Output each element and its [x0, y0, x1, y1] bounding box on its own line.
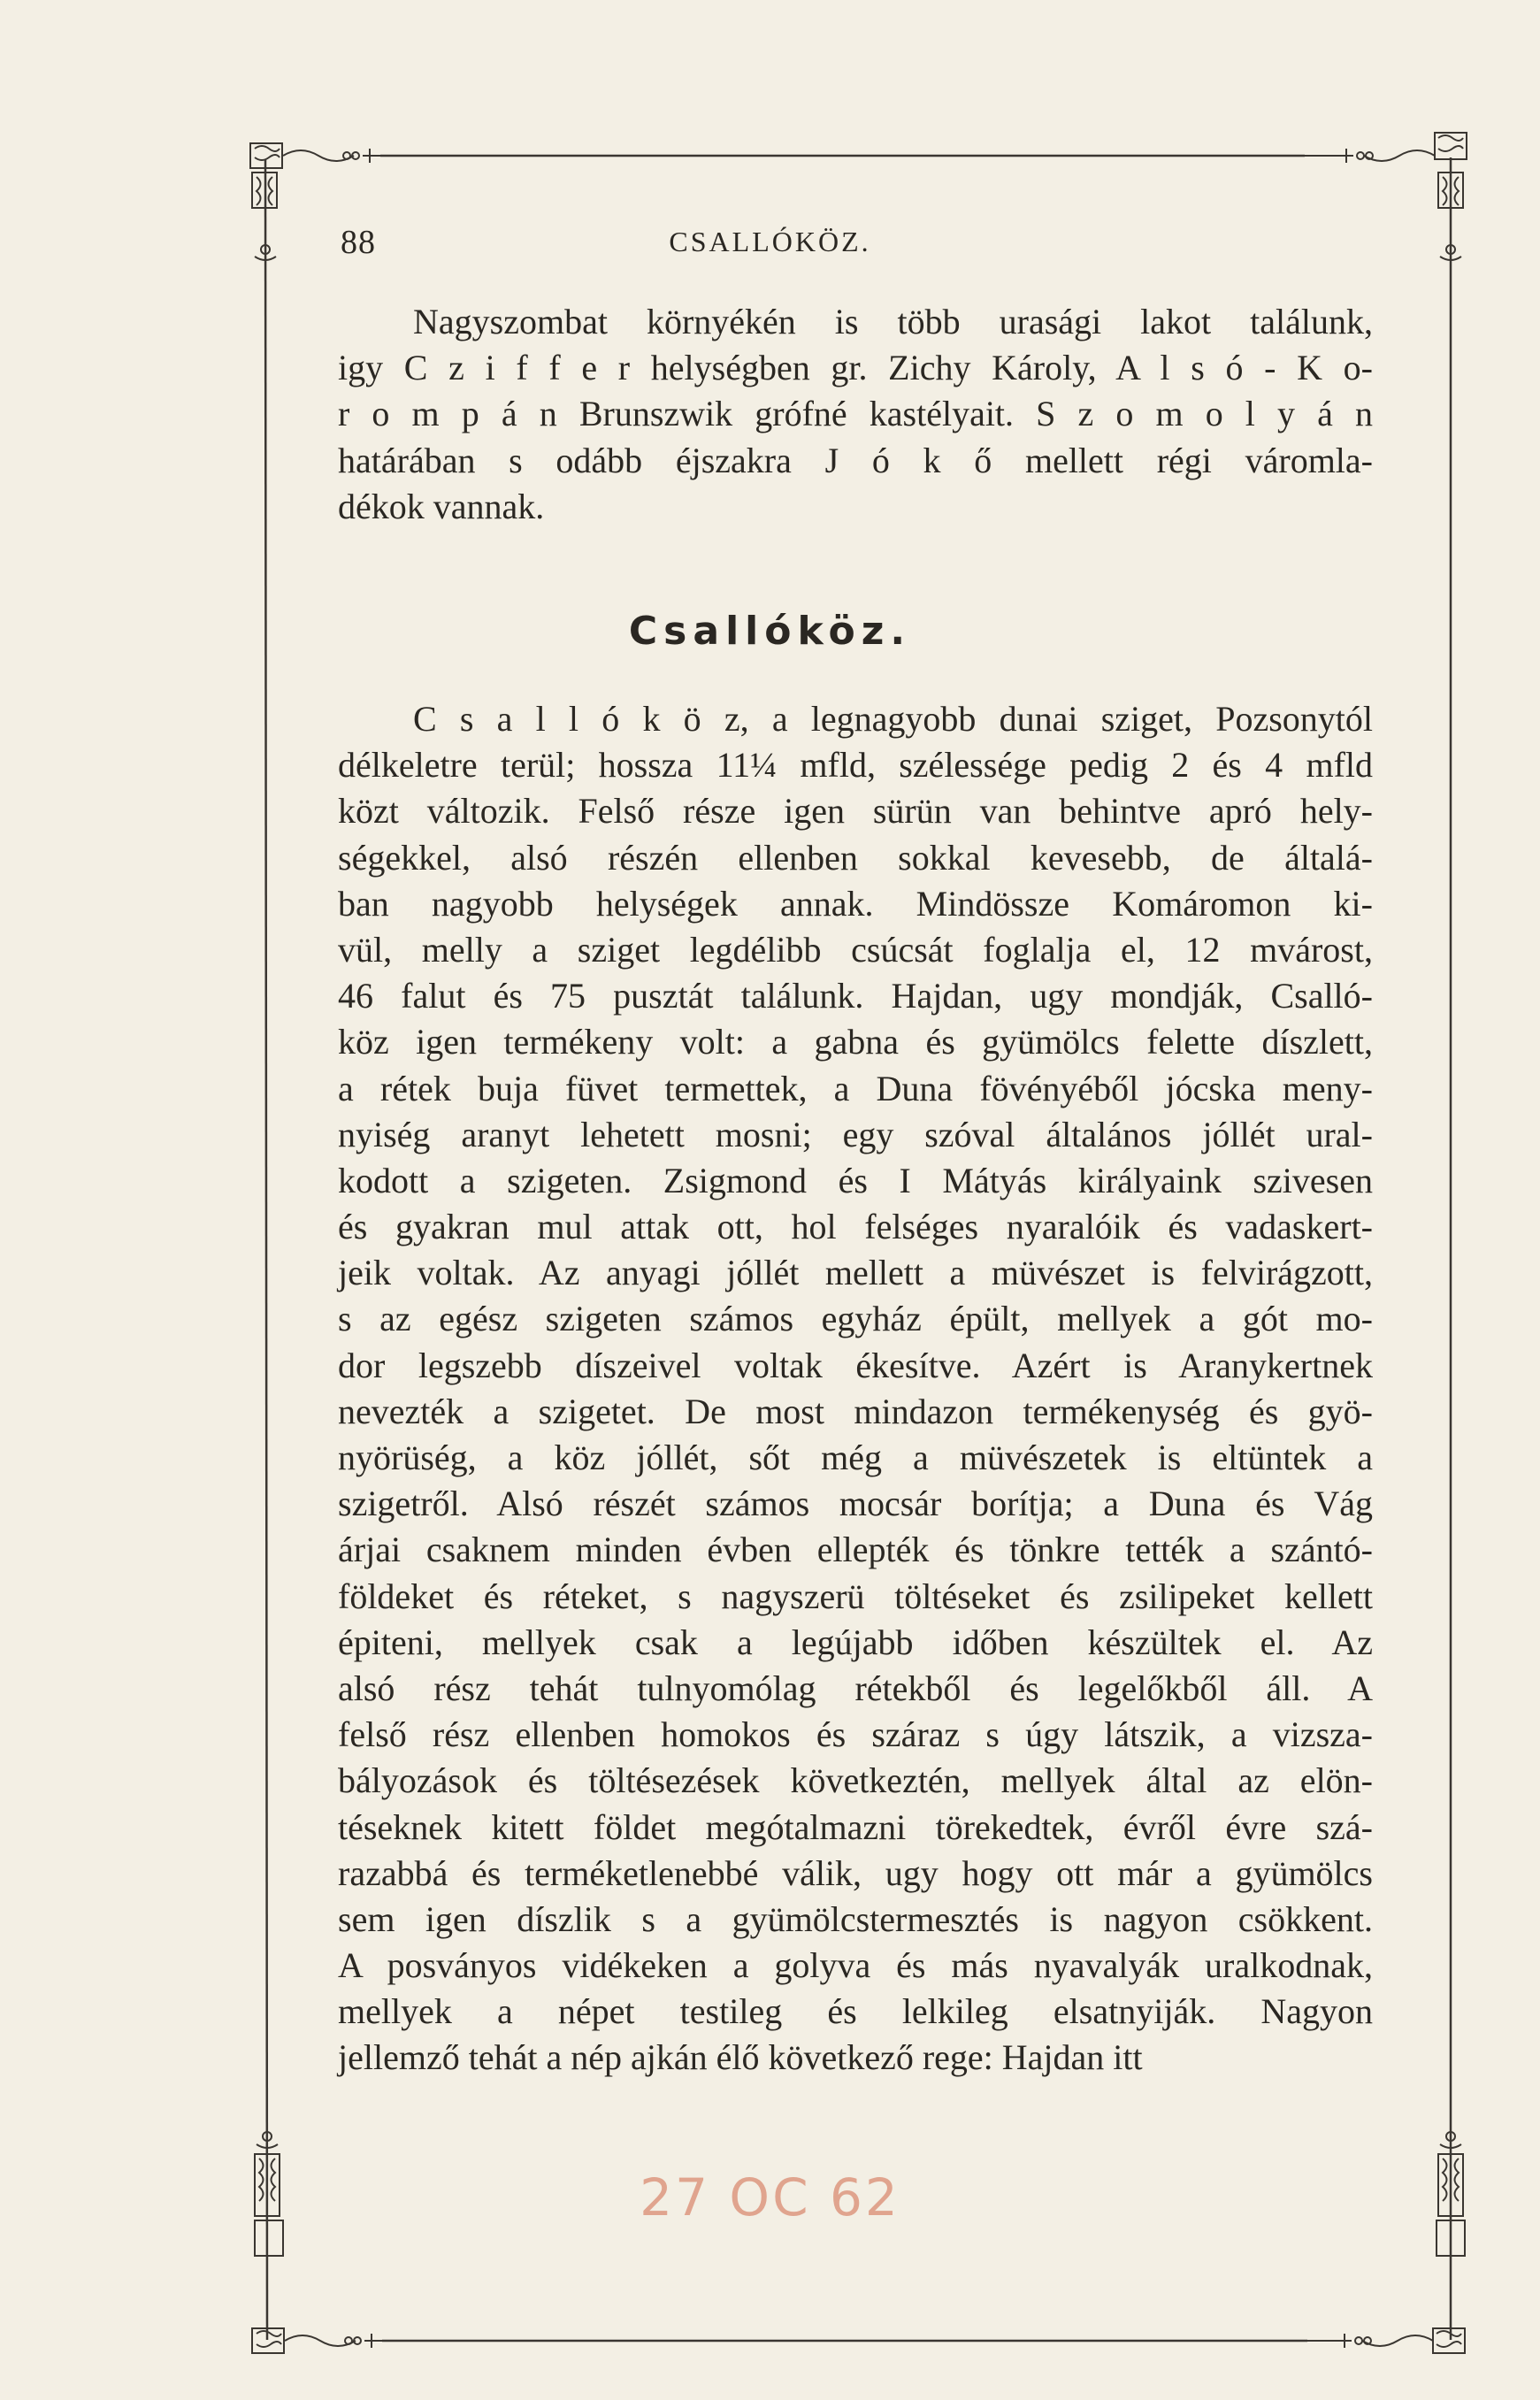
- ornament-bottom-left: [252, 2119, 382, 2353]
- text-line: közt változik. Felső része igen sürün van behintve apró hely-: [338, 791, 1373, 832]
- text-line: jellemző tehát a nép ajkán élő következő rege: Hajdan itt: [338, 2037, 1143, 2078]
- text-line: dor legszebb díszeivel voltak ékesítve. Azért is Aranykertnek: [338, 1345, 1373, 1385]
- text-line: épiteni, mellyek csak a legújabb időben készültek el. Az: [338, 1622, 1373, 1662]
- text-line: jeik voltak. Az anyagi jóllét mellett a müvészet is felvirágzott,: [338, 1253, 1373, 1293]
- text-line: nevezték a szigetet. De most mindazon termékenység és gyö-: [338, 1391, 1373, 1431]
- text-line: árjai csaknem minden évben ellepték és tönkre tették a szántó-: [338, 1530, 1373, 1570]
- text-line: felső rész ellenben homokos és száraz s úgy látszik, a vizsza-: [338, 1714, 1373, 1755]
- text-line: téseknek kitett földet megótalmazni törekedtek, évről évre szá-: [338, 1806, 1373, 1847]
- text-line: határában s odább éjszakra J ó k ő mellett régi váromla-: [338, 440, 1373, 480]
- text-line: nyiség aranyt lehetett mosni; egy szóval általános jóllét ural-: [338, 1114, 1373, 1154]
- text-line: vül, melly a sziget legdélibb csúcsát foglalja el, 12 mvárost,: [338, 929, 1373, 970]
- ornament-bottom-right: [1307, 2119, 1465, 2353]
- text-line: s az egész szigeten számos egyház épült, mellyek a gót mo-: [338, 1299, 1373, 1339]
- text-line: alsó rész tehát tulnyomólag rétekből és legelőkből áll. A: [338, 1668, 1373, 1708]
- text-line: C s a l l ó k ö z, a legnagyobb dunai sziget, Pozsonytól: [413, 699, 1373, 739]
- text-line: Nagyszombat környékén is több urasági lakot találunk,: [413, 302, 1373, 341]
- text-line: razabbá és terméketlenebbé válik, ugy hogy ott már a gyümölcs: [338, 1852, 1373, 1893]
- text-line: A posványos vidékeken a golyva és más nyavalyák uralkodnak,: [338, 1945, 1373, 1986]
- text-line: délkeletre terül; hossza 11¼ mfld, szélessége pedig 2 és 4 mfld: [338, 745, 1373, 786]
- section-title: Csallóköz.: [628, 609, 912, 654]
- running-head: CSALLÓKÖZ.: [669, 226, 871, 257]
- text-line: igy C z i f f e r helységben gr. Zichy Károly, A l s ó - K o-: [338, 348, 1373, 388]
- text-line: szigetről. Alsó részét számos mocsár borítja; a Duna és Vág: [338, 1484, 1373, 1524]
- library-stamp: 27 OC 62: [640, 2167, 900, 2227]
- text-line: köz igen termékeny volt: a gabna és gyümölcs felette díszlett,: [338, 1022, 1373, 1062]
- page-number: 88: [341, 224, 376, 261]
- text-line: ban nagyobb helységek annak. Mindössze Komáromon ki-: [338, 883, 1373, 924]
- text-line: r o m p á n Brunszwik grófné kastélyait. S z o m o l y á n: [338, 394, 1373, 434]
- text-line: a rétek buja füvet termettek, a Duna fövényéből jócska meny-: [338, 1068, 1373, 1108]
- paragraph-2: [338, 696, 1373, 2082]
- text-line: kodott a szigeten. Zsigmond és I Mátyás királyaink szivesen: [338, 1160, 1373, 1200]
- text-line: dékok vannak.: [338, 486, 545, 526]
- text-line: és gyakran mul attak ott, hol felséges nyaralóik és vadaskert-: [338, 1207, 1373, 1247]
- text-line: ségekkel, alsó részén ellenben sokkal kevesebb, de általá-: [338, 837, 1373, 878]
- text-line: földeket és réteket, s nagyszerü töltéseket és zsilipeket kellett: [338, 1576, 1373, 1616]
- text-line: nyörüség, a köz jóllét, sőt még a müvészetek is eltüntek a: [338, 1438, 1373, 1477]
- text-line: 46 falut és 75 pusztát találunk. Hajdan, ugy mondják, Csalló-: [338, 976, 1373, 1016]
- text-line: sem igen díszlik s a gyümölcstermesztés is nagyon csökkent.: [338, 1898, 1373, 1939]
- paragraph-1: [338, 299, 1373, 530]
- text-line: mellyek a népet testileg és lelkileg elsatnyiják. Nagyon: [338, 1991, 1373, 2032]
- text-line: bályozások és töltésezések következtén, mellyek által az elön-: [338, 1760, 1373, 1801]
